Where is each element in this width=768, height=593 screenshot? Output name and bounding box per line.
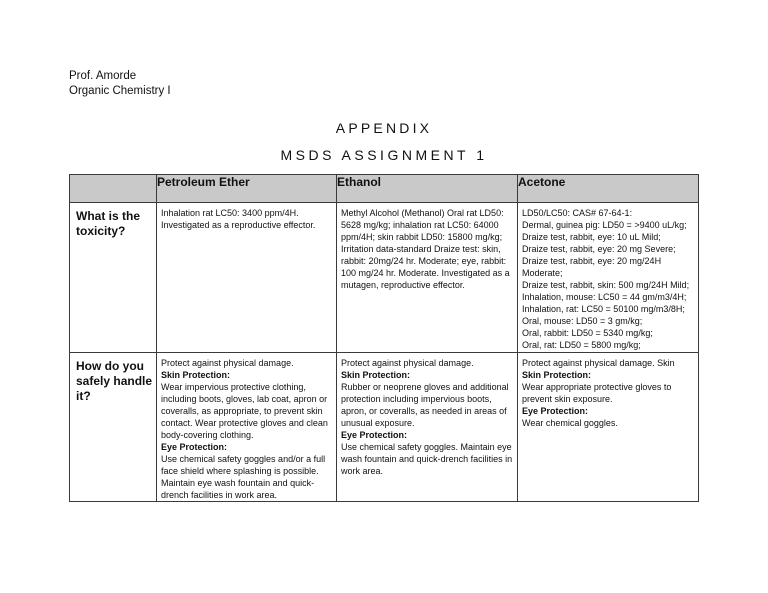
skin-protection-heading: Skin Protection: xyxy=(522,370,592,380)
document-header xyxy=(69,69,171,99)
eye-protection-text: Wear chemical goggles. xyxy=(522,418,618,428)
skin-protection-text: Rubber or neoprene gloves and additional protection including impervious boots, apron, or coveralls, as needed in areas of unusual exposure. xyxy=(341,382,509,428)
eye-protection-heading: Eye Protection: xyxy=(341,430,408,440)
eye-protection-text: Use chemical safety goggles. Maintain eye wash fountain and quick-drench facilities in work area. xyxy=(341,442,513,476)
cell-handling-petroleum-ether xyxy=(157,353,337,502)
skin-protection-heading: Skin Protection: xyxy=(341,370,411,380)
acetone-toxicity-line: Oral, mouse: LD50 = 3 gm/kg; xyxy=(522,316,643,326)
author-name: Prof. Amorde xyxy=(69,70,137,82)
table-row-handling xyxy=(70,353,699,502)
acetone-toxicity-line: LD50/LC50: CAS# 67-64-1: xyxy=(522,208,633,218)
skin-protection-text: Wear appropriate protective gloves to prevent skin exposure. xyxy=(522,382,672,404)
cell-toxicity-petroleum-ether: Inhalation rat LC50: 3400 ppm/4H. Investigated as a reproductive effector. xyxy=(157,203,337,353)
eye-protection-heading: Eye Protection: xyxy=(522,406,589,416)
acetone-toxicity-line: Oral, rabbit: LD50 = 5340 mg/kg; xyxy=(522,328,653,338)
appendix-title: APPENDIX xyxy=(335,120,433,136)
acetone-toxicity-line: Inhalation, rat: LC50 = 50100 mg/m3/8H; xyxy=(522,304,685,314)
acetone-toxicity-line: Draize test, rabbit, eye: 20 mg Severe; xyxy=(522,244,676,254)
acetone-toxicity-line: Draize test, rabbit, eye: 10 uL Mild; xyxy=(522,232,661,242)
corner-cell xyxy=(70,175,157,203)
cell-toxicity-ethanol: Methyl Alcohol (Methanol) Oral rat LD50: 5628 mg/kg; inhalation rat LC50: 64000 ppm/4H; skin rabbit LD50: 15800 mg/kg; Irritation data-standard Draize test: skin, rabbit: 20mg/24 hr. Moderate; eye, rabbit: 100 mg/24 hr. Moderate. Investigated as a mutagen, reproductive effector. xyxy=(337,203,518,353)
assignment-title: MSDS ASSIGNMENT 1 xyxy=(280,147,488,163)
handling-intro: Protect against physical damage. Skin xyxy=(522,358,675,368)
acetone-toxicity-line: Dermal, guinea pig: LD50 = >9400 uL/kg; xyxy=(522,220,687,230)
eye-protection-text: Use chemical safety goggles and/or a full face shield where splashing is possible. Maintain eye wash fountain and quick-drench facilities in work area. xyxy=(161,454,326,500)
row-label-toxicity: What is the toxicity? xyxy=(70,203,157,353)
cell-handling-acetone xyxy=(518,353,699,502)
msds-table xyxy=(69,174,699,502)
column-header-petroleum-ether: Petroleum Ether xyxy=(157,175,337,203)
course-name: Organic Chemistry I xyxy=(69,85,171,97)
acetone-toxicity-line: Draize test, rabbit, skin: 500 mg/24H Mild; xyxy=(522,280,690,290)
column-header-ethanol: Ethanol xyxy=(337,175,518,203)
handling-intro: Protect against physical damage. xyxy=(341,358,474,368)
acetone-toxicity-line: Inhalation, mouse: LC50 = 44 gm/m3/4H; xyxy=(522,292,687,302)
cell-toxicity-acetone xyxy=(518,203,699,353)
cell-handling-ethanol xyxy=(337,353,518,502)
acetone-toxicity-line: Oral, rat: LD50 = 5800 mg/kg; xyxy=(522,340,641,350)
column-header-acetone: Acetone xyxy=(518,175,699,203)
table-row-toxicity xyxy=(70,203,699,353)
eye-protection-heading: Eye Protection: xyxy=(161,442,228,452)
acetone-toxicity-line: Draize test, rabbit, eye: 20 mg/24H Moderate; xyxy=(522,256,662,278)
handling-intro: Protect against physical damage. xyxy=(161,358,294,368)
table-header-row xyxy=(70,175,699,203)
row-label-handling: How do you safely handle it? xyxy=(70,353,157,502)
skin-protection-heading: Skin Protection: xyxy=(161,370,231,380)
skin-protection-text: Wear impervious protective clothing, including boots, gloves, lab coat, apron or coveralls, as appropriate, to prevent skin contact. Wear protective gloves and clean body-covering clothing. xyxy=(161,382,328,440)
